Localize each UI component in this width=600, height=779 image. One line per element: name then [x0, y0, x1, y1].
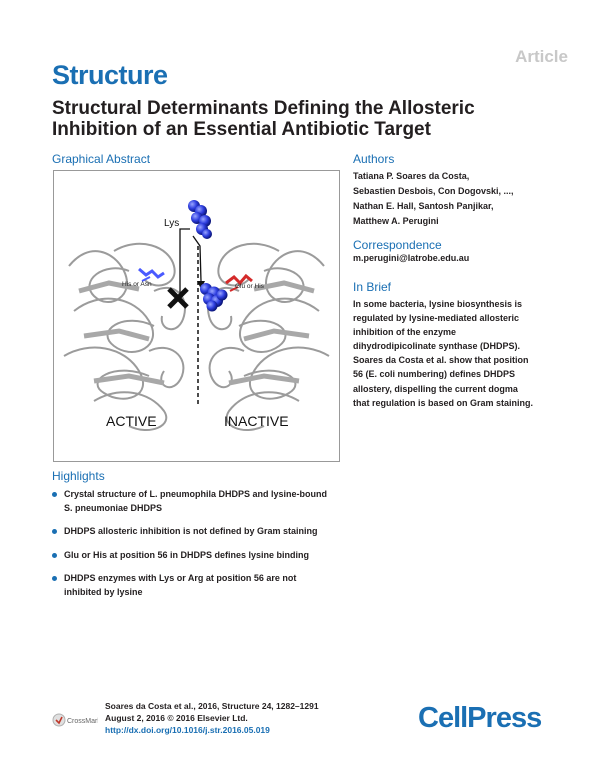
in-brief-line: inhibition of the enzyme — [353, 327, 456, 338]
journal-name: Structure — [52, 60, 168, 90]
citation-date: August 2, 2016 © 2016 Elsevier Ltd. — [105, 713, 248, 723]
highlights-heading: Highlights — [52, 469, 105, 483]
bullet-icon — [52, 529, 57, 534]
highlights-list — [52, 488, 352, 609]
author-list — [353, 169, 553, 229]
protein-structure-illustration — [54, 171, 339, 461]
highlight-item: DHDPS enzymes with Lys or Arg at position 56 are not inhibited by lysine — [52, 572, 352, 599]
in-brief-text — [353, 297, 563, 410]
cellpress-logo: CellPress — [418, 702, 542, 734]
author-line: Nathan E. Hall, Santosh Panjikar, — [353, 201, 494, 211]
protein-ribbon-left — [64, 244, 185, 430]
in-brief-line: 56 (E. coli numbering) defines DHDPS — [353, 369, 516, 380]
free-lysine-molecule — [188, 200, 212, 239]
highlight-item: Glu or His at position 56 in DHDPS defines lysine binding — [52, 549, 352, 563]
correspondence-email-link[interactable]: m.perugini@latrobe.edu.au — [353, 253, 470, 263]
bullet-icon — [52, 492, 57, 497]
inactive-label: INACTIVE — [224, 413, 289, 429]
in-brief-heading: In Brief — [353, 280, 392, 294]
in-brief-line: In some bacteria, lysine biosynthesis is — [353, 299, 523, 309]
article-type-label: Article — [515, 47, 568, 66]
correspondence-heading: Correspondence — [353, 238, 442, 252]
authors-heading: Authors — [353, 152, 395, 166]
active-residue-label: His or Asn — [122, 281, 152, 288]
crossmark-icon — [52, 713, 98, 727]
author-line: Sebastien Desbois, Con Dogovski, ..., — [353, 186, 514, 196]
bullet-icon — [52, 576, 57, 581]
in-brief-line: that regulation is based on Gram staining. — [353, 397, 534, 408]
lysine-path-arrow — [180, 229, 190, 293]
in-brief-line: regulated by lysine-mediated allosteric — [353, 313, 520, 324]
in-brief-line: dihydrodipicolinate synthase (DHDPS). — [353, 341, 521, 352]
paper-title: Structural Determinants Defining the Allosteric Inhibition of an Essential Antibiotic Target — [52, 98, 475, 140]
active-label: ACTIVE — [106, 413, 157, 429]
author-line: Matthew A. Perugini — [353, 216, 439, 226]
in-brief-line: Soares da Costa et al. show that position — [353, 355, 529, 366]
highlight-item: Crystal structure of L. pneumophila DHDPS and lysine-bound S. pneumoniae DHDPS — [52, 488, 352, 515]
crossmark-badge[interactable] — [52, 713, 98, 732]
svg-text:CrossMark: CrossMark — [67, 718, 98, 725]
inactive-residue-label: Glu or His — [235, 283, 264, 290]
highlight-item: DHDPS allosteric inhibition is not defined by Gram staining — [52, 525, 352, 539]
citation-block — [105, 700, 319, 736]
protein-ribbon-right — [208, 244, 329, 430]
citation-line: Soares da Costa et al., 2016, Structure 24, 1282–1291 — [105, 701, 319, 711]
active-site-residue — [139, 269, 164, 281]
graphical-abstract-heading: Graphical Abstract — [52, 152, 151, 166]
author-line: Tatiana P. Soares da Costa, — [353, 171, 470, 181]
in-brief-line: allostery, dispelling the current dogma — [353, 383, 518, 394]
bullet-icon — [52, 553, 57, 558]
doi-link[interactable]: http://dx.doi.org/10.1016/j.str.2016.05.019 — [105, 725, 270, 735]
graphical-abstract-figure — [53, 170, 340, 462]
lys-label: Lys — [164, 218, 180, 229]
